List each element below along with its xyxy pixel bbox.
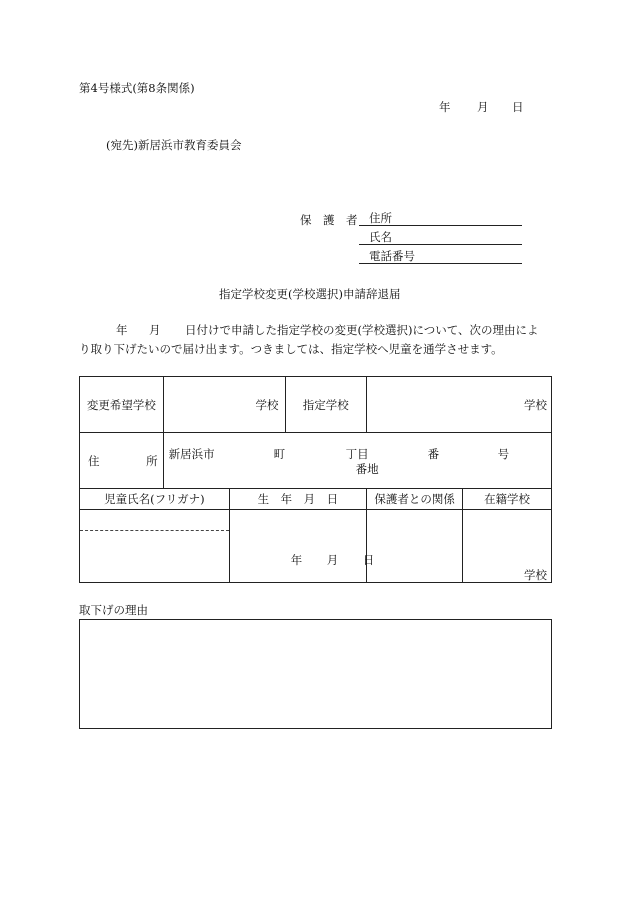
date-year-label: 年: [439, 100, 451, 114]
guardian-name-line[interactable]: [359, 244, 522, 245]
child-name-field[interactable]: [80, 510, 230, 583]
address-row: [80, 433, 552, 489]
body-text-line-1: 日付けで申請した指定学校の変更(学校選択)について、次の理由によ: [185, 323, 539, 337]
designated-school-suffix: 学校: [524, 397, 547, 412]
enrolled-school-field[interactable]: [463, 510, 552, 583]
date-day-label: 日: [512, 100, 524, 114]
document-title: 指定学校変更(学校選択)申請辞退届: [219, 287, 401, 301]
body-month: 月: [149, 323, 161, 337]
guardian-name-label: 氏名: [369, 230, 392, 244]
date-month-label: 月: [477, 100, 489, 114]
child-row: [80, 510, 552, 583]
relation-header-cell: [367, 489, 463, 510]
guardian-address-label: 住所: [369, 211, 392, 225]
desired-school-label-cell: [80, 377, 164, 433]
address-field[interactable]: [163, 433, 551, 489]
body-year: 年: [116, 323, 128, 337]
header-row: [80, 489, 552, 510]
body-text-line-2: り取り下げたいので届け出ます。つきましては、指定学校へ児童を通学させます。: [79, 342, 503, 356]
relation-field[interactable]: [367, 510, 463, 583]
form-number: 第4号様式(第8条関係): [79, 81, 195, 95]
furigana-divider: [80, 530, 229, 531]
child-name-header: 児童氏名(フリガナ): [104, 492, 205, 506]
birth-header-cell: [229, 489, 366, 510]
guardian-label: 保 護 者: [300, 213, 358, 227]
guardian-phone-label: 電話番号: [369, 249, 415, 263]
guardian-phone-line[interactable]: [359, 263, 522, 264]
desired-school-suffix: 学校: [255, 397, 279, 412]
birth-year: 年: [290, 553, 303, 567]
enrolled-school-header: 在籍学校: [484, 492, 531, 506]
birth-header: 生 年 月 日: [257, 492, 339, 506]
reason-field[interactable]: [79, 619, 552, 729]
address-label-2: 所: [146, 453, 158, 468]
addressee: (宛先)新居浜市教育委員会: [106, 138, 242, 152]
guardian-address-line[interactable]: [359, 225, 522, 226]
address-label-1: 住: [88, 453, 100, 468]
enrolled-school-header-cell: [463, 489, 552, 510]
enrolled-school-suffix: 学校: [524, 568, 547, 582]
birth-date-field[interactable]: [229, 510, 375, 583]
address-banchi: 番地: [355, 462, 379, 476]
application-table: [79, 376, 552, 583]
designated-school-label-cell: [285, 377, 367, 433]
relation-header: 保護者との関係: [374, 492, 455, 506]
designated-school-field[interactable]: [367, 377, 552, 433]
address-chome: 丁目: [345, 447, 369, 461]
address-town: 町: [273, 447, 286, 461]
address-label-cell: [80, 433, 164, 489]
child-name-header-cell: [80, 489, 230, 510]
desired-school-field[interactable]: [163, 377, 285, 433]
desired-school-label: 変更希望学校: [86, 397, 156, 412]
address-ban: 番: [427, 447, 440, 461]
school-row: [80, 377, 552, 433]
birth-day: 日: [362, 553, 375, 567]
reason-label: 取下げの理由: [79, 603, 148, 617]
birth-month: 月: [326, 553, 339, 567]
address-go: 号: [497, 447, 510, 461]
designated-school-label: 指定学校: [302, 397, 349, 412]
address-city: 新居浜市: [168, 447, 215, 461]
